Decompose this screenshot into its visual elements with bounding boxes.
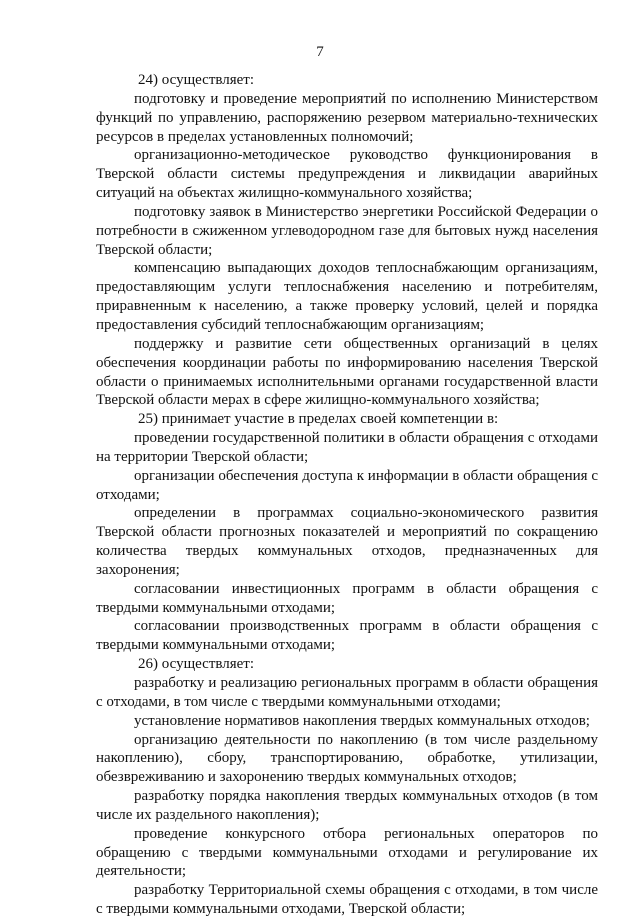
paragraph: разработку порядка накопления твердых коммунальных отходов (в том числе их раздельного накопления); xyxy=(96,788,598,823)
paragraph: установление нормативов накопления твердых коммунальных отходов; xyxy=(134,712,590,729)
paragraph: разработку Территориальной схемы обращения с отходами, в том числе с твердыми коммунальными отходами, Тверской области; xyxy=(96,882,598,918)
paragraph: подготовку заявок в Министерство энергетики Российской Федерации о потребности в сжиженном углеводородном газе для бытовых нужд населения Тверской области; xyxy=(96,203,598,258)
paragraph: согласовании инвестиционных программ в области обращения с твердыми коммунальными отходами; xyxy=(96,580,598,616)
paragraph-item-26-heading: 26) осуществляет: xyxy=(138,656,255,673)
paragraph: определении в программах социально-экономического развития Тверской области прогнозных показателей и мероприятий по сокращению количества твердых коммунальных отходов, предназначенных для захоронения; xyxy=(96,505,598,578)
paragraph-item-24-heading: 24) осуществляет: xyxy=(138,72,255,88)
paragraph: проведении государственной политики в области обращения с отходами на территории Тверской области; xyxy=(96,430,598,465)
page-number: 7 xyxy=(316,44,324,60)
paragraph: компенсацию выпадающих доходов теплоснабжающим организациям, предоставляющим услуги теплоснабжения населению и потребителям, приравненным к населению, а также проверку условий, целей и порядка предоставления субсидий теплоснабжающим организациям; xyxy=(96,260,598,333)
paragraph: организацию деятельности по накоплению (в том числе раздельному накоплению), сбору, транспортированию, обработке, утилизации, обезвреживанию и захоронению твердых коммунальных отходов; xyxy=(96,731,598,786)
paragraph-item-25-heading: 25) принимает участие в пределах своей компетенции в: xyxy=(138,411,499,428)
paragraph: согласовании производственных программ в области обращения с твердыми коммунальными отходами; xyxy=(96,618,598,654)
paragraph: подготовку и проведение мероприятий по исполнению Министерством функций по управлению, распоряжению резервом материально-технических ресурсов в пределах установленных полномочий; xyxy=(96,90,598,145)
paragraph: поддержку и развитие сети общественных организаций в целях обеспечения координации работы по информированию населения Тверской области о принимаемых исполнительными органами государственной власти Тверской области мерах в сфере жилищно-коммунального хозяйства; xyxy=(96,335,598,409)
paragraph: организационно-методическое руководство функционирования в Тверской области системы предупреждения и ликвидации аварийных ситуаций на объектах жилищно-коммунального хозяйства; xyxy=(96,147,598,202)
paragraph: разработку и реализацию региональных программ в области обращения с отходами, в том числе с твердыми коммунальными отходами; xyxy=(96,675,598,710)
document-body xyxy=(96,71,598,919)
paragraph: проведение конкурсного отбора региональных операторов по обращению с твердыми коммунальными отходами и регулирование их деятельности; xyxy=(96,825,598,880)
paragraph: организации обеспечения доступа к информации в области обращения с отходами; xyxy=(96,467,598,503)
